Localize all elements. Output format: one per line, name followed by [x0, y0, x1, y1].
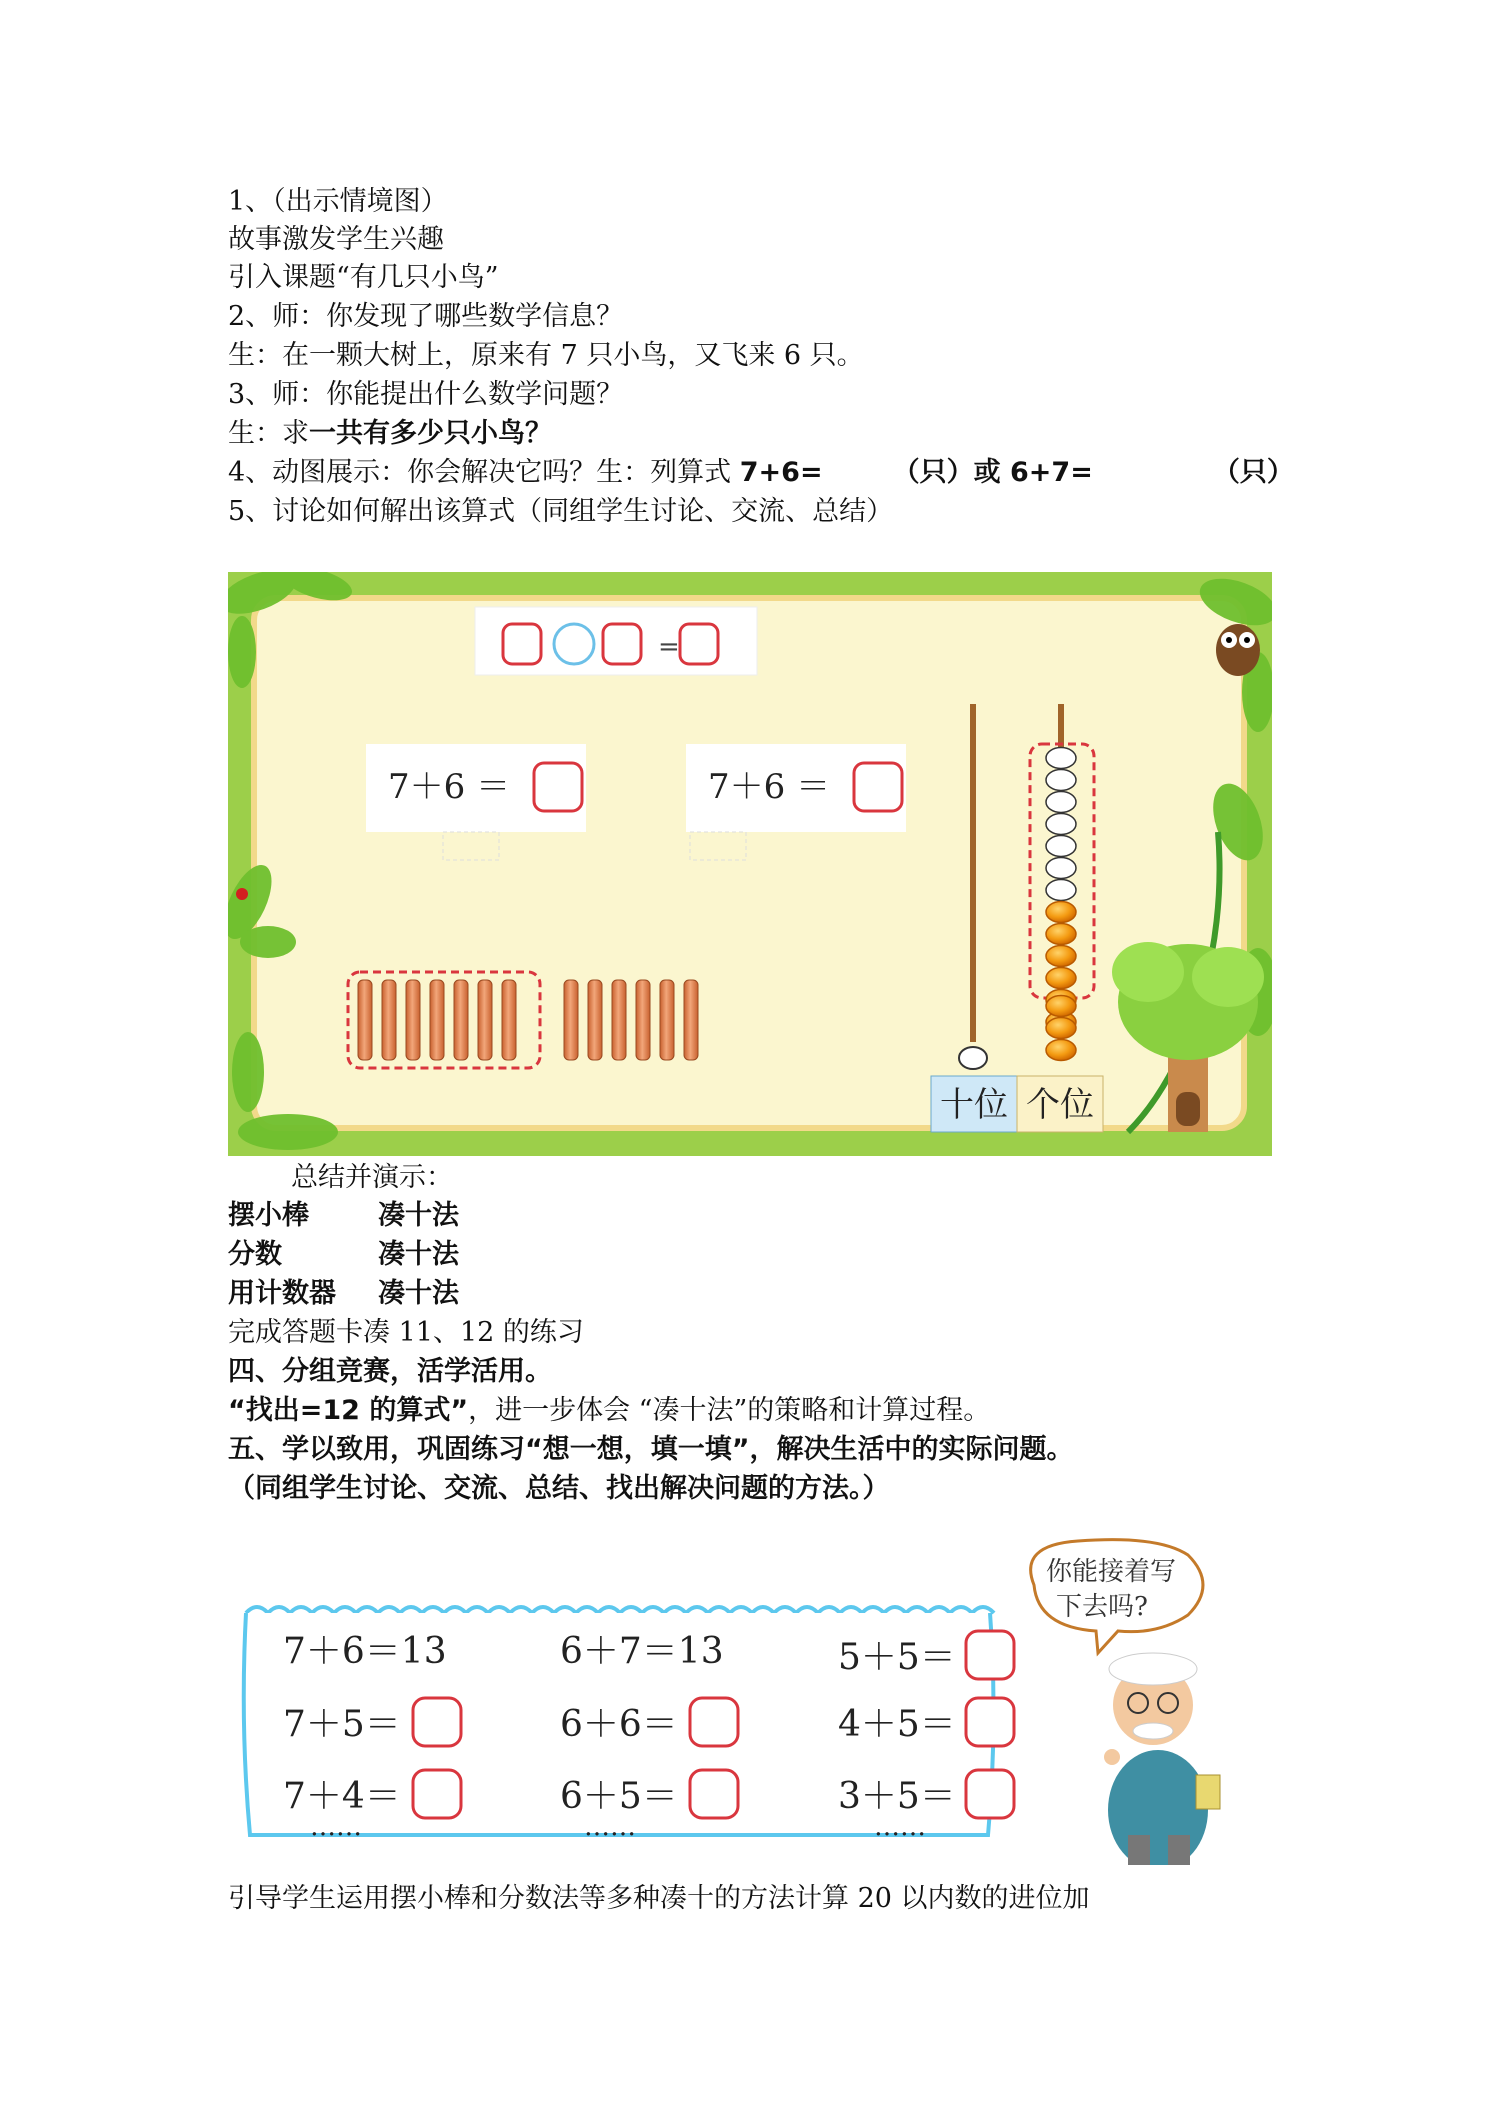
text-line-7-a: 生：求 [228, 418, 309, 449]
text-line-3: 引入课题“有几只小鸟” [228, 262, 499, 293]
template-equals: = [658, 632, 680, 662]
method-2-type: 凑十法 [378, 1239, 459, 1270]
template-box-3 [680, 624, 718, 664]
method-row-3 [228, 1276, 459, 1312]
exercise-equation: 7＋6＝13 [283, 1631, 447, 1672]
method-2-name: 分数 [228, 1239, 282, 1270]
equation-text-1: 7＋6 ＝ [388, 767, 511, 807]
bead-orange [1046, 1040, 1076, 1061]
text-line-8-d: （只） [1212, 457, 1294, 488]
bubble-text-2: 下去吗? [1056, 1592, 1148, 1622]
answer-box-1 [534, 763, 582, 811]
panel-board [254, 598, 1244, 1128]
template-box-2 [603, 624, 641, 664]
exercise-equation: 6＋7＝13 [560, 1631, 724, 1672]
exercise-answer-box[interactable] [690, 1770, 738, 1818]
text-line-15: 引导学生运用摆小棒和分数法等多种凑十的方法计算 20 以内数的进位加 [228, 1883, 1090, 1914]
text-line-7-b: 一共有多少只小鸟？ [309, 418, 552, 449]
stick [588, 980, 602, 1060]
exercise-equation: 5＋5＝ [838, 1637, 956, 1678]
template-operator-circle [554, 624, 594, 664]
text-line-14: （同组学生讨论、交流、总结、找出解决问题的方法。） [228, 1473, 890, 1504]
text-line-8-b: 7+6= [739, 457, 823, 488]
stick [382, 980, 396, 1060]
bead-white [1046, 770, 1076, 791]
bead-white [1046, 858, 1076, 879]
ones-label: 个位 [1026, 1085, 1094, 1125]
method-1-type: 凑十法 [378, 1200, 459, 1231]
abacus-beads-ones [1046, 748, 1076, 1061]
stick [454, 980, 468, 1060]
text-line-5: 生：在一颗大树上，原来有 7 只小鸟，又飞来 6 只。 [228, 340, 864, 371]
bead-white [1046, 836, 1076, 857]
method-row-2 [228, 1237, 459, 1273]
bead-orange [1046, 924, 1076, 945]
equation-text-2: 7＋6 ＝ [708, 767, 831, 807]
method-1-name: 摆小棒 [228, 1200, 309, 1231]
exercise-answer-box[interactable] [413, 1698, 461, 1746]
bead-white [1046, 792, 1076, 813]
text-line-8 [228, 455, 1294, 491]
stick [660, 980, 674, 1060]
text-line-9: 5、讨论如何解出该算式（同组学生讨论、交流、总结） [228, 496, 894, 527]
method-3-name: 用计数器 [228, 1278, 336, 1309]
stick [478, 980, 492, 1060]
bead-orange [1046, 968, 1076, 989]
bead-orange [1046, 902, 1076, 923]
exercise-card-top-edge [246, 1607, 994, 1613]
ellipsis-col2: …… [584, 1812, 636, 1842]
summary-heading: 总结并演示： [291, 1162, 453, 1193]
stick [612, 980, 626, 1060]
text-line-12-a: “找出=12 的算式” [228, 1395, 469, 1426]
exercise-answer-box[interactable] [966, 1770, 1014, 1818]
text-line-12 [228, 1393, 990, 1429]
exercise-equation: 4＋5＝ [838, 1704, 956, 1745]
bead-orange [1046, 946, 1076, 967]
exercise-equation: 7＋4＝ [283, 1776, 401, 1817]
bead-white [1046, 880, 1076, 901]
text-line-1: 1、（出示情境图） [228, 186, 448, 217]
ellipsis-col1: …… [310, 1812, 362, 1842]
stick [564, 980, 578, 1060]
stick [502, 980, 516, 1060]
exercise-answer-box[interactable] [413, 1770, 461, 1818]
exercise-equation: 7＋5＝ [283, 1704, 401, 1745]
counting-panel-figure [228, 572, 1272, 1156]
bead-white [1046, 748, 1076, 769]
exercise-answer-box[interactable] [690, 1698, 738, 1746]
exercise-figure [228, 1535, 1288, 1865]
tens-label: 十位 [940, 1085, 1008, 1125]
ellipsis-col3: …… [874, 1812, 926, 1842]
teacher-character-icon [1104, 1653, 1220, 1865]
method-row-1 [228, 1198, 459, 1234]
method-3-type: 凑十法 [378, 1278, 459, 1309]
exercise-equations [283, 1631, 1014, 1818]
exercise-equation: 6＋6＝ [560, 1704, 678, 1745]
exercise-answer-box[interactable] [966, 1631, 1014, 1679]
exercise-answer-box[interactable] [966, 1698, 1014, 1746]
sticks-group-seven [358, 980, 516, 1060]
exercise-equation: 6＋5＝ [560, 1776, 678, 1817]
abacus-bead-tens [959, 1047, 987, 1069]
section-4-heading: 四、分组竞赛，活学活用。 [228, 1356, 552, 1387]
text-line-2: 故事激发学生兴趣 [228, 224, 444, 255]
stick [358, 980, 372, 1060]
exercise-equation: 3＋5＝ [838, 1776, 956, 1817]
bubble-text-1: 你能接着写 [1046, 1557, 1177, 1587]
text-line-8-c: （只）或 6+7= [892, 457, 1093, 488]
text-line-6: 3、师：你能提出什么数学问题？ [228, 379, 624, 410]
ladybug-icon [236, 888, 248, 900]
stick [406, 980, 420, 1060]
text-line-12-b: ，进一步体会 “凑十法”的策略和计算过程。 [468, 1395, 991, 1426]
section-5-heading: 五、学以致用，巩固练习“想一想，填一填”，解决生活中的实际问题。 [228, 1434, 1074, 1465]
bead-white [1046, 814, 1076, 835]
owl-icon [1216, 624, 1260, 676]
text-line-7 [228, 416, 552, 452]
stick [430, 980, 444, 1060]
answer-box-2 [854, 763, 902, 811]
bead-orange [1046, 1018, 1076, 1039]
stick [684, 980, 698, 1060]
text-line-4: 2、师：你发现了哪些数学信息？ [228, 301, 624, 332]
text-line-8-a: 4、动图展示：你会解决它吗？生：列算式 [228, 457, 740, 488]
text-line-10: 完成答题卡凑 11、12 的练习 [228, 1317, 584, 1348]
bead-orange [1046, 996, 1076, 1017]
stick [636, 980, 650, 1060]
template-box-1 [503, 624, 541, 664]
